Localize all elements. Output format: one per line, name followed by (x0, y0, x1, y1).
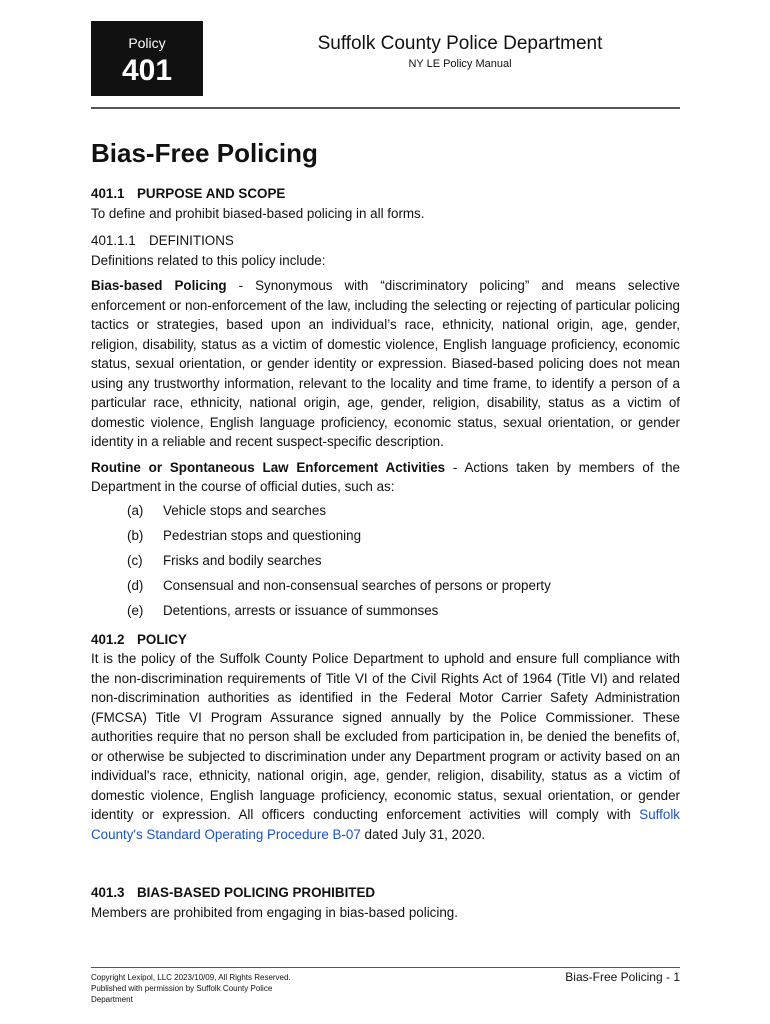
section-heading-purpose (91, 184, 680, 204)
section-heading-policy (91, 630, 680, 650)
definition-routine-activities (91, 458, 680, 497)
copyright-line: Published with permission by Suffolk County Police (91, 984, 273, 993)
activities-list (91, 501, 680, 626)
manual-name: NY LE Policy Manual (408, 58, 512, 70)
header-divider (91, 107, 680, 109)
list-text: Detentions, arrests or issuance of summonses (163, 602, 439, 618)
list-marker: (d) (127, 577, 144, 593)
sop-b07-link[interactable]: Suffolk County's Standard Operating Procedure B-07 (91, 807, 680, 842)
policy-text-tail: dated July 31, 2020. (360, 826, 486, 842)
list-item (91, 601, 680, 626)
policy-text (91, 649, 680, 844)
department-name: Suffolk County Police Department (317, 33, 603, 54)
definition-term: Bias-based Policing (91, 278, 227, 293)
page-title: Bias-Free Policing (91, 138, 318, 168)
policy-label: Policy (128, 35, 166, 51)
definition-text: - Synonymous with “discriminatory policing” and means selective enforcement or non-enforcement of the law, including the selecting or rejecting of particular policing tactics or strategies, based upon an individual’s race, ethnicity, national origin, age, gender, religion, disability, status as a victim of domestic violence, English language proficiency, economic status, sexual orientation, or gender identity or expression. Biased-based policing does not mean using any trustworthy information, relevant to the locality and time frame, to identify a person of a particular race, ethnicity, national origin, age, gender, religion, disability, status as a victim of domestic violence, English language proficiency, economic status, sexual orientation, or gender identity in a reliable and recent suspect-specific description. (91, 278, 681, 449)
list-text: Consensual and non-consensual searches of persons or property (163, 577, 551, 593)
policy-text-body: It is the policy of the Suffolk County Police Department to uphold and ensure full compliance with the non-discrimination requirements of Title VI of the Civil Rights Act of 1964 (Title VI) and related non-discrimination authorities as identified in the Federal Motor Carrier Safety Administration (FMCSA) Title VI Program Assurance signed annually by the Police Commissioner. These authorities require that no person shall be excluded from participation in, be denied the benefits of, or otherwise be subjected to discrimination under any Department program or activity based on an individual's race, ethnicity, national origin, age, gender, religion, disability, status as a victim of domestic violence, English language proficiency, economic status, sexual orientation, or gender identity or expression. All officers conducting enforcement activities will comply with (91, 651, 680, 822)
section-number: 401.1 (91, 186, 125, 201)
section-title: BIAS-BASED POLICING PROHIBITED (137, 885, 376, 900)
document-body (91, 184, 680, 922)
definition-text: - Actions taken by members of the Department in the course of official duties, such as: (91, 459, 680, 494)
section-number: 401.3 (91, 885, 125, 900)
list-item (91, 551, 680, 576)
section-heading-prohibited (91, 883, 680, 903)
subsection-heading-definitions (91, 231, 680, 251)
policy-number: 401 (121, 54, 173, 87)
definition-bias-based-policing (91, 276, 680, 452)
purpose-text: To define and prohibit biased-based policing in all forms. (91, 205, 425, 221)
subsection-number: 401.1.1 (91, 233, 136, 248)
list-marker: (c) (127, 552, 143, 568)
footer-divider (91, 967, 680, 968)
copyright-notice (91, 972, 331, 1005)
list-item (91, 526, 680, 551)
list-marker: (b) (127, 527, 144, 543)
section-title: POLICY (137, 631, 187, 647)
list-item (91, 576, 680, 601)
prohibited-text: Members are prohibited from engaging in bias-based policing. (91, 904, 458, 920)
section-number: 401.2 (91, 631, 125, 647)
definitions-intro: Definitions related to this policy include: (91, 252, 326, 268)
list-text: Frisks and bodily searches (163, 552, 322, 568)
list-text: Vehicle stops and searches (163, 502, 327, 518)
list-item (91, 501, 680, 526)
copyright-line: Department (91, 995, 133, 1004)
copyright-line: Copyright Lexipol, LLC 2023/10/09, All Rights Reserved. (91, 973, 291, 982)
list-marker: (a) (127, 502, 144, 518)
section-title: PURPOSE AND SCOPE (137, 186, 286, 201)
list-text: Pedestrian stops and questioning (163, 527, 362, 543)
definition-term: Routine or Spontaneous Law Enforcement Activities (91, 459, 446, 475)
policy-number-box (91, 21, 203, 96)
page-number: Bias-Free Policing - 1 (565, 970, 680, 984)
list-marker: (e) (127, 602, 144, 618)
subsection-title: DEFINITIONS (149, 233, 234, 248)
